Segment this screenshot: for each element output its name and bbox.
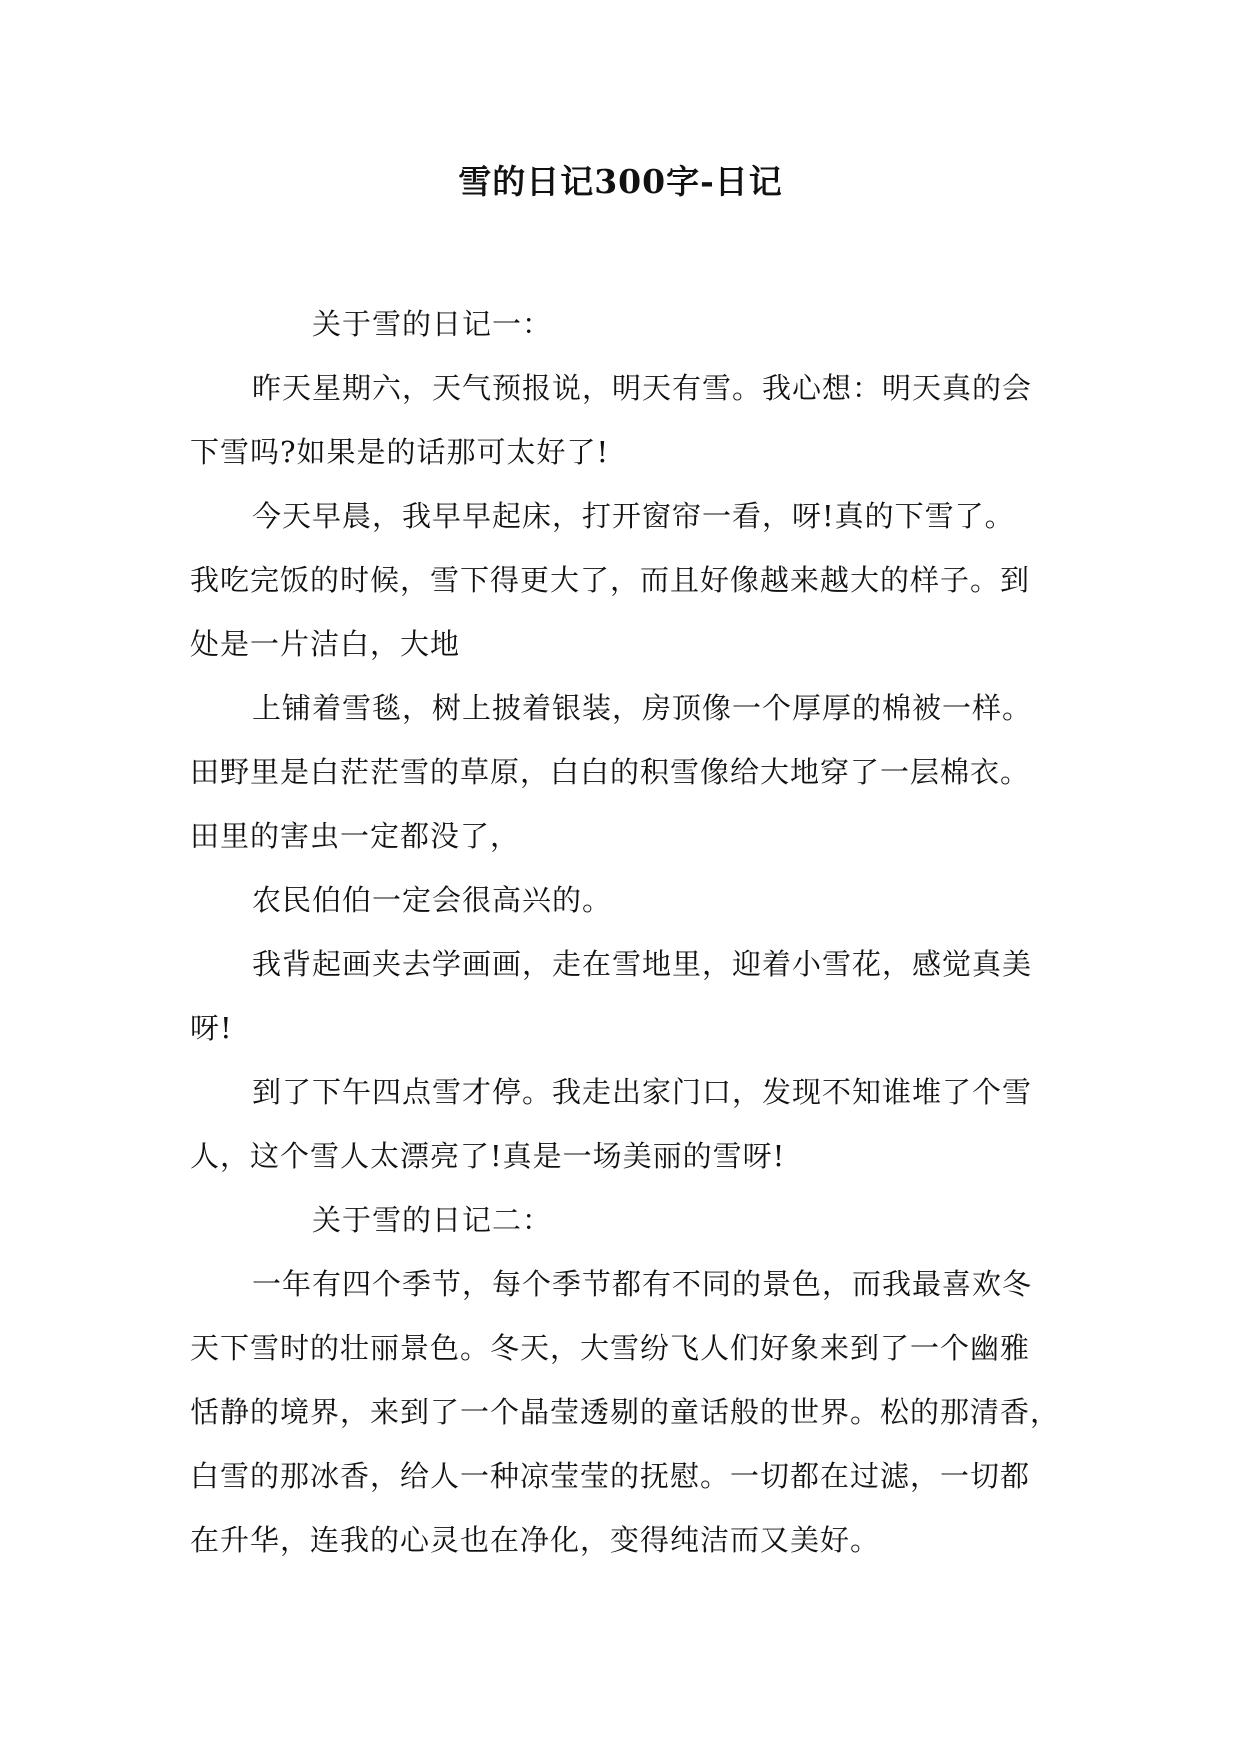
text-line: 下雪吗?如果是的话那可太好了!: [190, 435, 610, 469]
text-line: 处是一片洁白，大地: [190, 627, 461, 661]
document-title: 雪的日记300字-日记: [458, 162, 783, 201]
text-line: 农民伯伯一定会很高兴的。: [252, 883, 613, 917]
text-line: 恬静的境界，来到了一个晶莹透剔的童话般的世界。松的那清香，: [190, 1395, 1061, 1429]
text-line: 一年有四个季节，每个季节都有不同的景色，而我最喜欢冬: [252, 1267, 1033, 1301]
document-body: [190, 292, 1070, 1572]
text-line: 我吃完饭的时候，雪下得更大了，而且好像越来越大的样子。到: [190, 563, 1031, 597]
text-line: 天下雪时的壮丽景色。冬天，大雪纷飞人们好象来到了一个幽雅: [190, 1331, 1031, 1365]
text-line: 上铺着雪毯，树上披着银装，房顶像一个厚厚的棉被一样。: [252, 691, 1033, 725]
text-line: 昨天星期六，天气预报说，明天有雪。我心想：明天真的会: [252, 371, 1033, 405]
text-line: 白雪的那冰香，给人一种凉莹莹的抚慰。一切都在过滤，一切都: [190, 1459, 1031, 1493]
section-heading-2: 关于雪的日记二：: [312, 1203, 553, 1237]
text-line: 今天早晨，我早早起床，打开窗帘一看，呀!真的下雪了。: [252, 499, 1015, 533]
text-line: 我背起画夹去学画画，走在雪地里，迎着小雪花，感觉真美: [252, 947, 1033, 981]
text-line: 呀!: [190, 1011, 233, 1045]
text-line: 田里的害虫一定都没了，: [190, 819, 521, 853]
text-line: 到了下午四点雪才停。我走出家门口，发现不知谁堆了个雪: [252, 1075, 1033, 1109]
text-line: 人，这个雪人太漂亮了!真是一场美丽的雪呀!: [190, 1139, 786, 1173]
section-heading-1: 关于雪的日记一：: [312, 307, 553, 341]
text-line: 在升华，连我的心灵也在净化，变得纯洁而又美好。: [190, 1523, 881, 1557]
text-line: 田野里是白茫茫雪的草原，白白的积雪像给大地穿了一层棉衣。: [190, 755, 1031, 789]
